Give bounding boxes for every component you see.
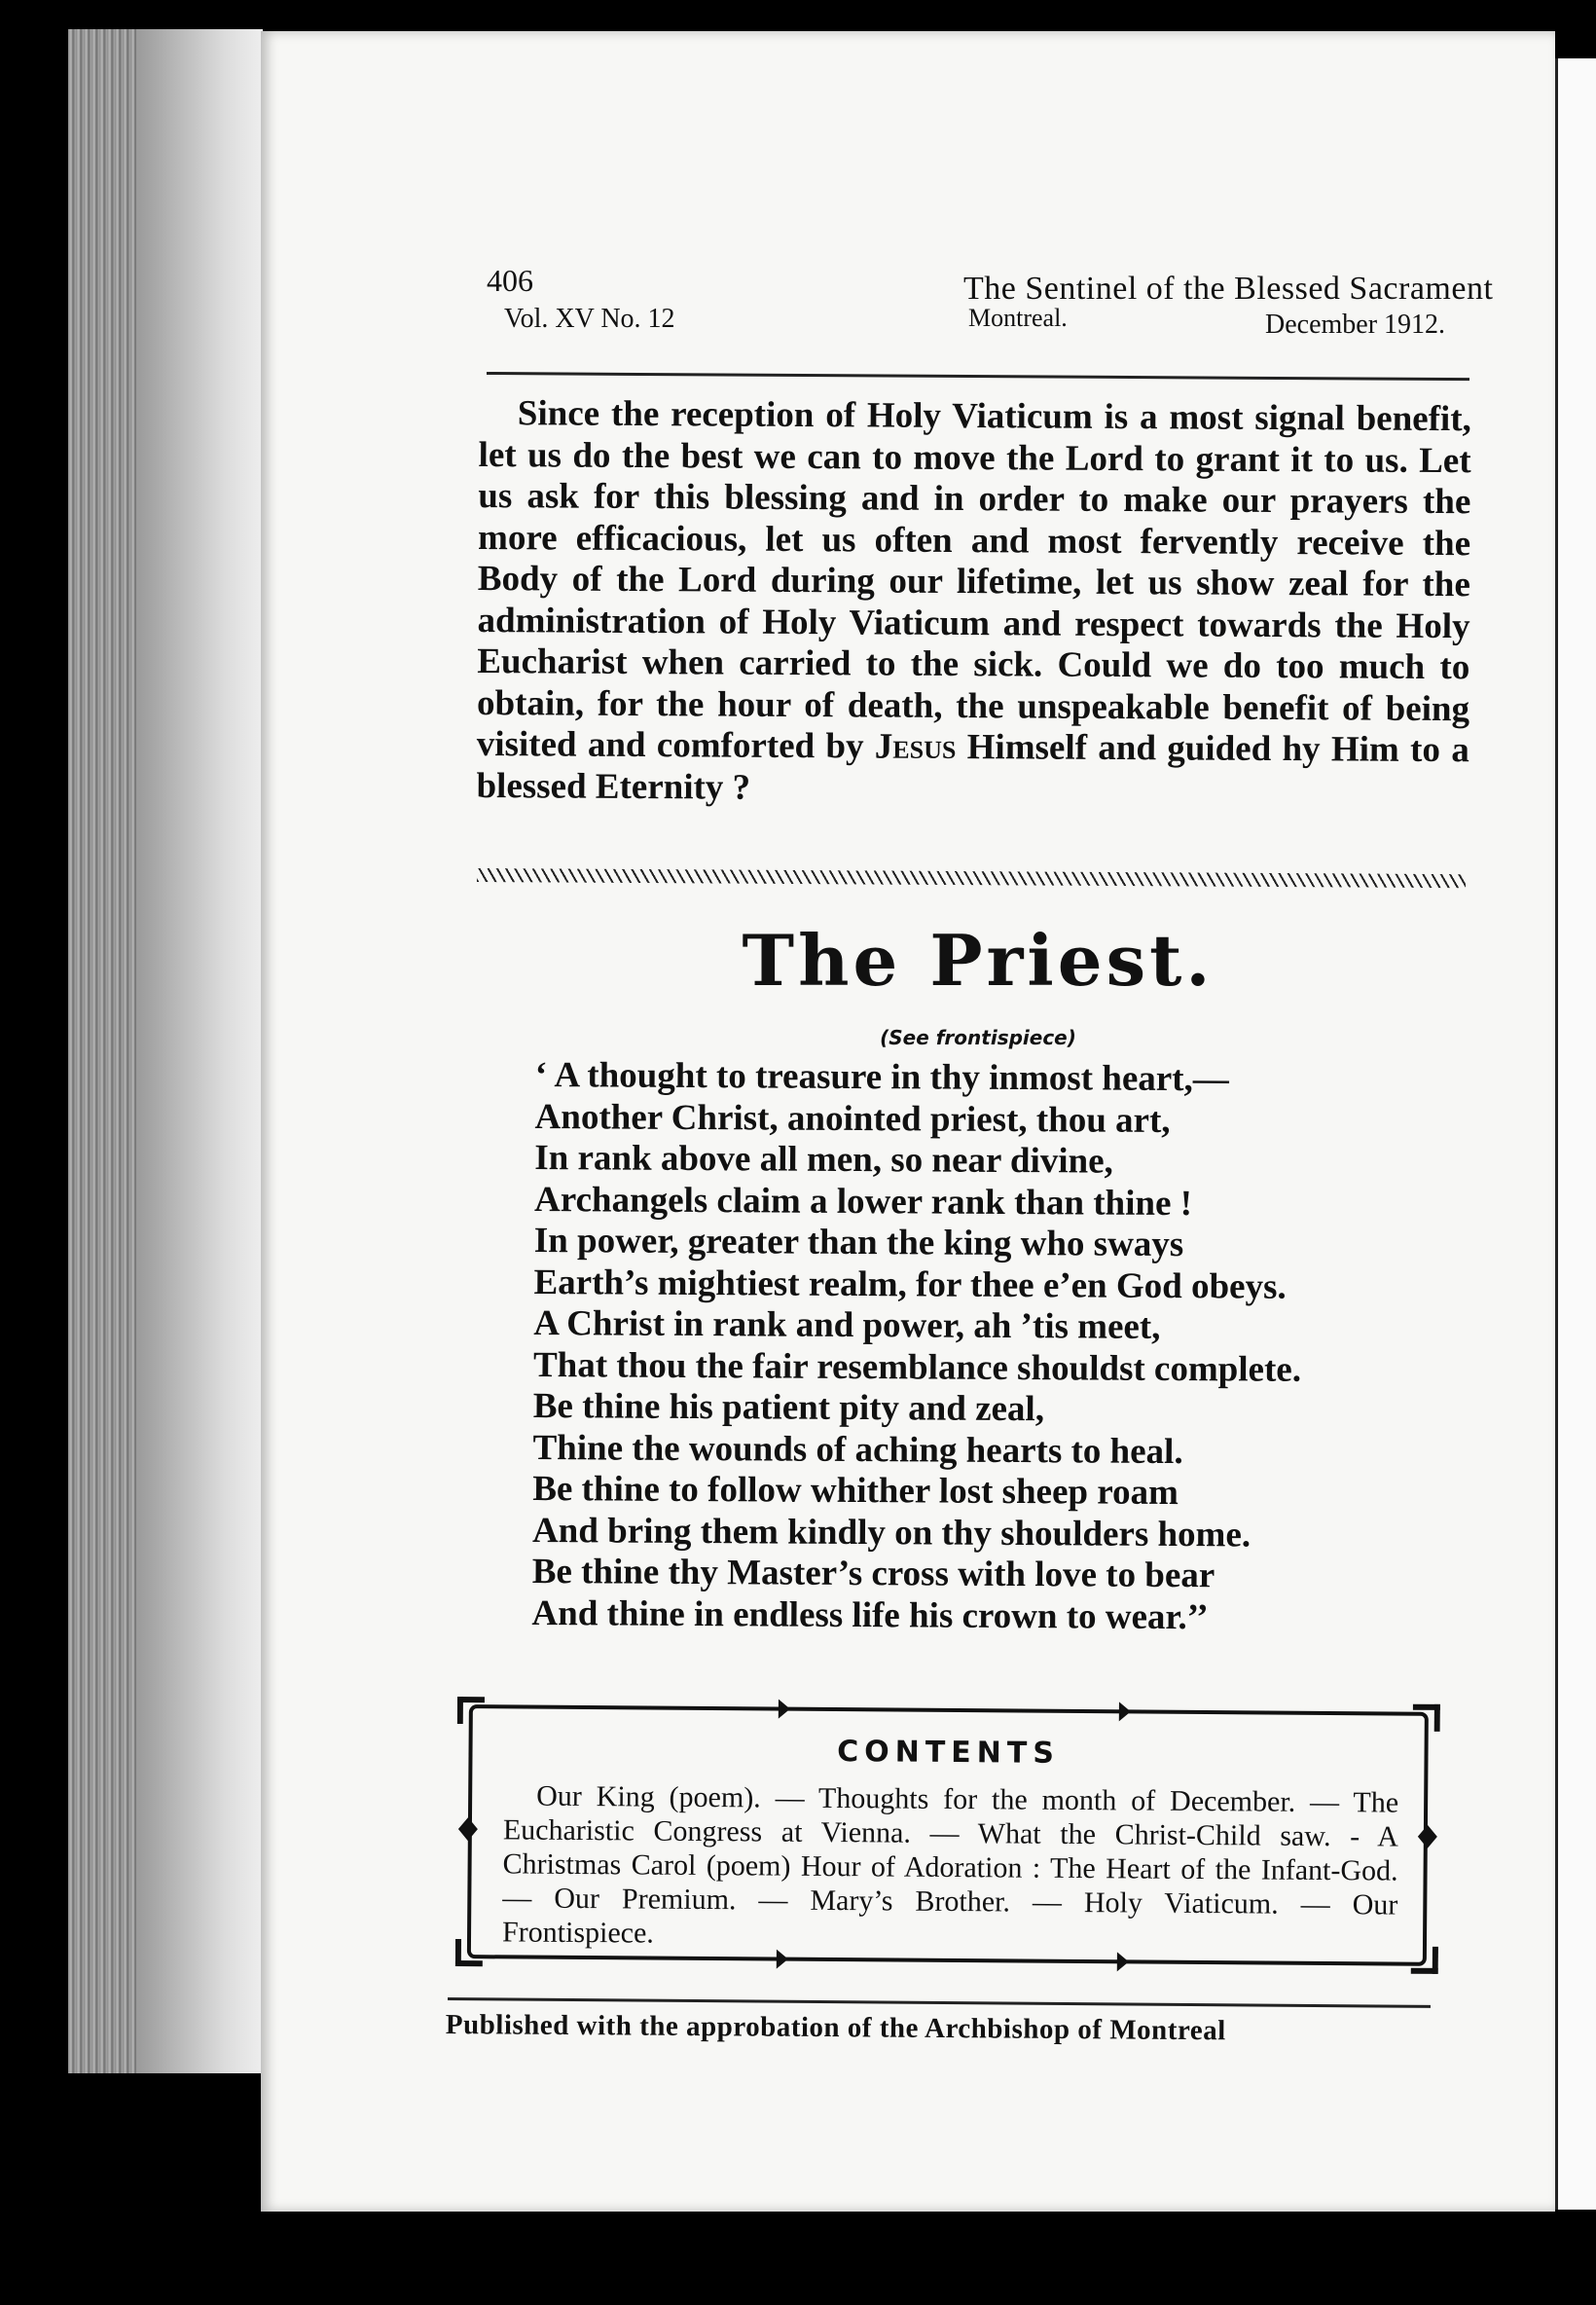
page-content [445,257,1596,2047]
paragraph-name: Jesus [874,726,957,768]
poem-line: Thine the wounds of aching hearts to heal. [532,1427,1183,1472]
journal-title: The Sentinel of the Blessed Sacrament [963,271,1494,307]
book-gutter [136,29,263,2073]
poem-line: In power, greater than the king who sways [533,1220,1184,1265]
paragraph-text-start: Since the reception of Holy Viaticum is a most signal benefit, let us do the best we can to move the Lord to grant it to us. Let us ask for this blessing and in order to make our prayers the more efficacious, let us often and most fervently receive the Body of the Lord during our lifetime, let us show zeal for the administration of Holy Viaticum and respect towards the Holy Eucharist when carried to the sick. Could we do too much to obtain, for the hour of death, the unspeakable benefit of being visited and comforted by [476,393,1471,767]
poem-line: Be thine to follow whither lost sheep roam [532,1468,1179,1514]
volume-number: Vol. XV No. 12 [504,304,675,334]
section-divider [477,868,1466,888]
poem-line: That thou the fair resemblance shouldst complete. [532,1344,1302,1390]
intro-paragraph [476,393,1471,813]
poem-line: Another Christ, anointed priest, thou art, [534,1096,1171,1141]
poem-line: Archangels claim a lower rank than thine ! [533,1179,1193,1224]
running-header [487,257,1596,307]
poem-title: The Priest. [742,919,1215,1002]
poem-line: In rank above all men, so near divine, [534,1137,1113,1182]
poem-line: ‘ A thought to treasure in thy inmost heart,— [534,1055,1229,1100]
issue-date: December 1912. [1265,310,1446,340]
poem-line: And thine in endless life his crown to wear.’’ [531,1592,1209,1637]
poem-body [531,1055,1469,1640]
publication-city: Montreal. [968,304,1068,332]
page-number: 406 [487,263,533,298]
paragraph-text-end: Himself and guided hy Him to a blessed Eternity ? [476,727,1469,808]
contents-box [455,1693,1440,1978]
contents-list: Our King (poem). — Thoughts for the month of December. — The Eucharistic Congress at Vienna. — What the Christ-Child saw. - A Christmas Carol (poem) Hour of Adoration : The Heart of the Infant-God. — Our Premium. — Mary’s Brother. — Holy Viaticum. — Our Frontispiece. [501,1779,1399,1950]
issue-info [487,304,1596,343]
poem-line: Be thine his patient pity and zeal, [532,1385,1045,1430]
poem-line: Be thine thy Master’s cross with love to bear [531,1551,1215,1596]
poem-line: A Christ in rank and power, ah ’tis meet, [533,1302,1161,1347]
poem-subtitle: (See frontispiece) [880,1026,1076,1049]
poem-line: And bring them kindly on thy shoulders home. [531,1510,1251,1555]
header-rule [487,372,1469,381]
page [261,31,1555,2212]
contents-heading: CONTENTS [837,1735,1061,1771]
approbation-notice: Published with the approbation of the Archbishop of Montreal [445,2009,1226,2047]
poem-line: Earth’s mightiest realm, for thee e’en God obeys. [533,1262,1287,1307]
facing-page-edge [1555,58,1596,2210]
footer-rule [448,1997,1431,2008]
